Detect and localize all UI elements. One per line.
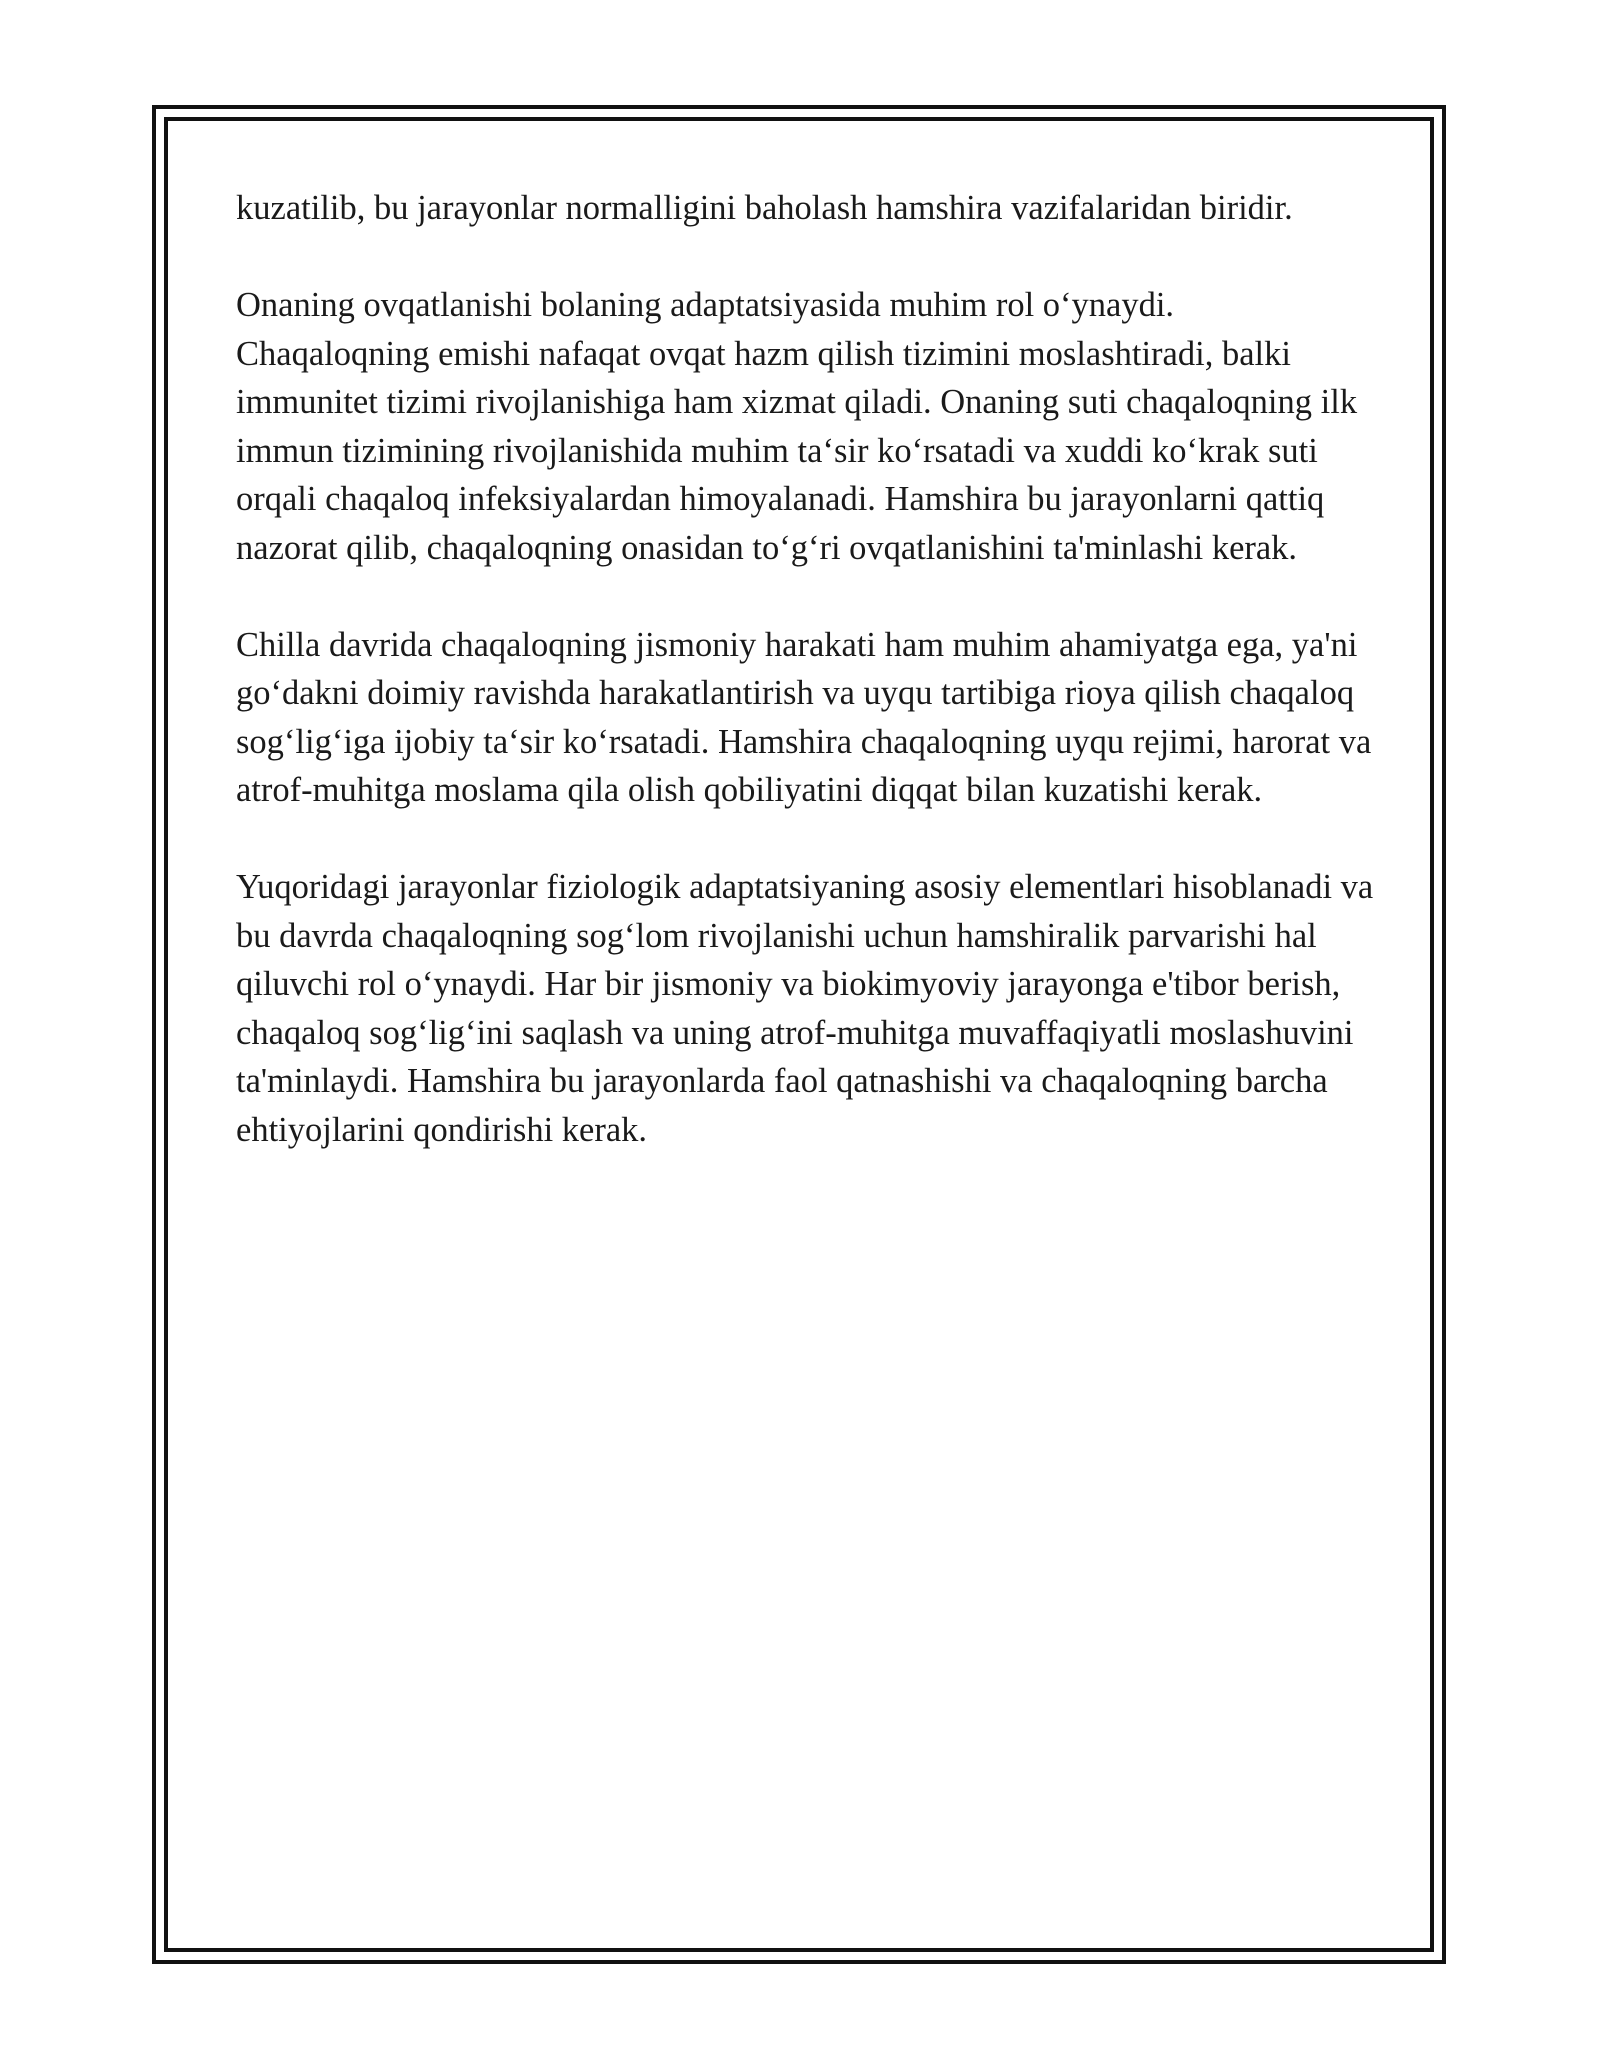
- document-body: [236, 184, 1376, 1203]
- paragraph-1: kuzatilib, bu jarayonlar normalligini baholash hamshira vazifalaridan biridir.: [236, 189, 1293, 227]
- paragraph-3: Chilla davrida chaqaloqning jismoniy harakati ham muhim ahamiyatga ega, ya'ni go‘dakni doimiy ravishda harakatlantirish va uyqu tartibiga rioya qilish chaqaloq sog‘lig‘iga ijobiy ta‘sir ko‘rsatadi. Hamshira chaqaloqning uyqu rejimi, harorat va atrof-muhitga moslama qila olish qobiliyatini diqqat bilan kuzatishi kerak.: [236, 625, 1372, 809]
- paragraph-2: Onaning ovqatlanishi bolaning adaptatsiyasida muhim rol o‘ynaydi. Chaqaloqning emishi nafaqat ovqat hazm qilish tizimini moslashtiradi, balki immunitet tizimi rivojlanishiga ham xizmat qiladi. Onaning suti chaqaloqning ilk immun tizimining rivojlanishida muhim ta‘sir ko‘rsatadi va xuddi ko‘krak suti orqali chaqaloq infeksiyalardan himoyalanadi. Hamshira bu jarayonlarni qattiq nazorat qilib, chaqaloqning onasidan to‘g‘ri ovqatlanishini ta'minlashi kerak.: [236, 286, 1358, 567]
- paragraph-4: Yuqoridagi jarayonlar fiziologik adaptatsiyaning asosiy elementlari hisoblanadi va bu davrda chaqaloqning sog‘lom rivojlanishi uchun hamshiralik parvarishi hal qiluvchi rol o‘ynaydi. Har bir jismoniy va biokimyoviy jarayonga e'tibor berish, chaqaloq sog‘lig‘ini saqlash va uning atrof-muhitga muvaffaqiyatli moslashuvini ta'minlaydi. Hamshira bu jarayonlarda faol qatnashishi va chaqaloqning barcha ehtiyojlarini qondirishi kerak.: [236, 868, 1374, 1149]
